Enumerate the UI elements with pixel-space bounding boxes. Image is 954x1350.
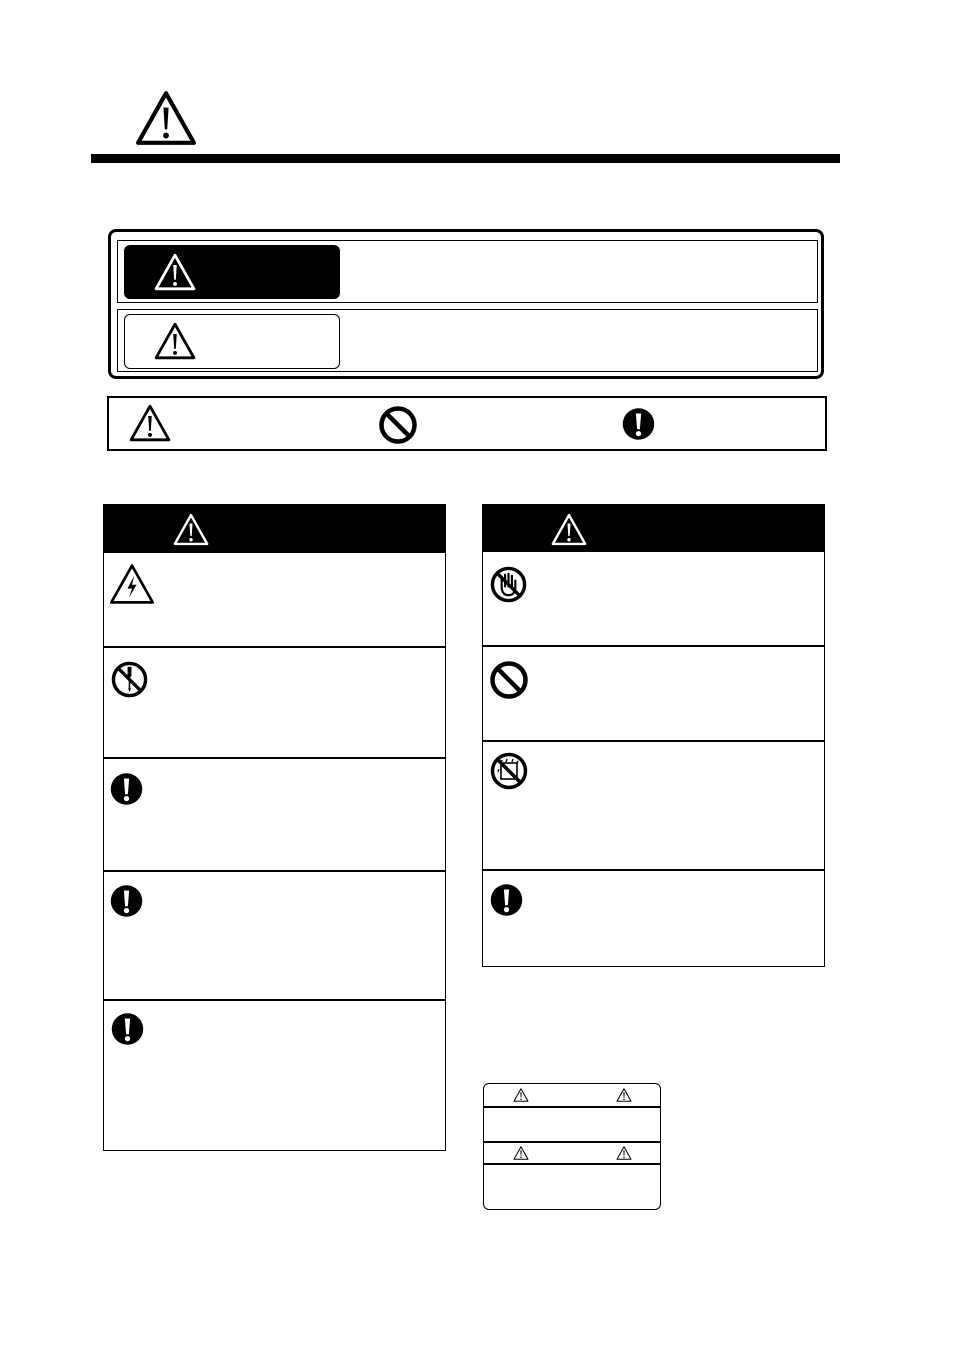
warning-triangle-icon	[129, 404, 171, 442]
header-rule	[91, 154, 840, 163]
divider	[482, 869, 825, 871]
symbol-legend	[107, 396, 827, 451]
mandatory-action-icon	[621, 406, 656, 442]
mandatory-action-icon	[109, 771, 144, 807]
divider	[103, 870, 446, 872]
right-caution-panel	[482, 504, 825, 967]
warning-triangle-icon	[135, 90, 197, 146]
mandatory-action-icon	[110, 1011, 145, 1047]
divider	[483, 1141, 661, 1143]
prohibition-icon	[378, 405, 418, 445]
divider	[482, 740, 825, 742]
divider	[483, 1106, 661, 1108]
warning-triangle-icon	[154, 322, 196, 360]
warning-triangle-icon	[616, 1088, 632, 1102]
mandatory-action-icon	[489, 882, 524, 918]
prohibition-icon	[489, 660, 529, 700]
divider	[483, 1163, 661, 1165]
warning-triangle-icon	[513, 1088, 529, 1102]
warning-triangle-icon	[513, 1146, 529, 1160]
no-water-icon	[489, 751, 529, 791]
divider	[482, 645, 825, 647]
right-panel-header	[482, 504, 825, 552]
signal-label-outlined	[124, 314, 340, 369]
divider	[103, 757, 446, 759]
divider	[103, 646, 446, 648]
warning-triangle-icon	[616, 1146, 632, 1160]
no-disassembly-icon	[110, 660, 149, 699]
warning-triangle-icon	[154, 253, 196, 291]
warning-triangle-icon	[173, 513, 209, 546]
no-wet-hands-icon	[489, 565, 528, 604]
warning-label-illustration	[483, 1083, 661, 1210]
electric-shock-icon	[109, 563, 155, 605]
warning-triangle-icon	[551, 513, 587, 546]
divider	[103, 999, 446, 1001]
mandatory-action-icon	[109, 883, 144, 919]
signal-label-filled	[124, 245, 340, 299]
left-panel-header	[103, 504, 446, 553]
